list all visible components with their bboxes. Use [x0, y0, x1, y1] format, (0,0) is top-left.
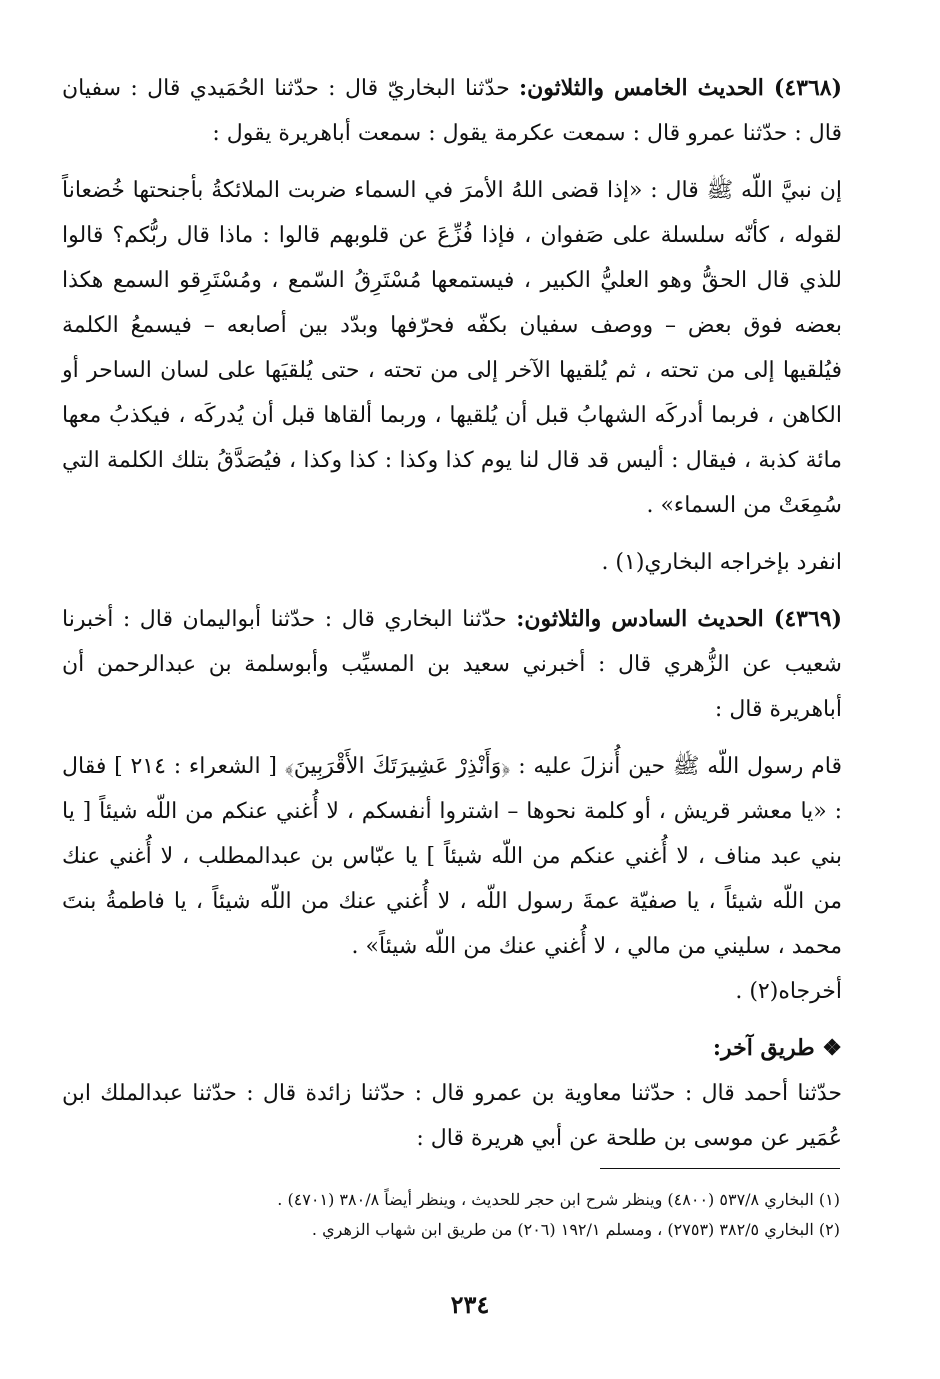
footnote-1: (١) البخاري ٥٣٧/٨ (٤٨٠٠) وينظر شرح ابن حجر للحديث ، وينظر أيضاً ٣٨٠/٨ (٤٧٠١) . — [277, 1190, 840, 1209]
hadith-number-title: (٤٣٦٨) الحديث الخامس والثلاثون: — [519, 75, 842, 101]
section-heading-other-route: ❖ طريق آخر: — [712, 1035, 842, 1061]
footnote-2: (٢) البخاري ٣٨٢/٥ (٢٧٥٣) ، ومسلم ١٩٢/١ (٢٠٦) من طريق ابن شهاب الزهري . — [311, 1220, 840, 1239]
hadith-4369-body: قام رسول اللّه ﷺ حين أُنزلَ عليه : ﴿وَأَنْذِرْ عَشِيرَتَكَ الأَقْرَبِينَ﴾ [ الشعراء : ٢١٤ ] فقال : «يا معشر قريش ، أو كلمة نحوها – اشتروا أنفسكم ، لا أُغني عنكم من اللّه شيئاً [ يا بني عبد مناف ، لا أُغني عنكم من اللّه شيئاً ] يا عبّاس بن عبدالمطلب ، لا أُغني عنك من اللّه شيئاً ، يا صفيّة عمةَ رسول اللّه ، لا أُغني عنك من اللّه شيئاً ، يا فاطمةُ بنتَ محمد ، سليني من مالي ، لا أُغني عنك من اللّه شيئاً» . — [62, 754, 842, 959]
footnote-divider — [600, 1168, 840, 1169]
hadith-4368-note: انفرد بإخراجه البخاري(١) . — [601, 550, 842, 575]
hadith-number-title: (٤٣٦٩) الحديث السادس والثلاثون: — [516, 606, 842, 632]
other-route-isnad: حدّثنا أحمد قال : حدّثنا معاوية بن عمرو قال : حدّثنا زائدة قال : حدّثنا عبدالملك ابن عُمَير عن موسى بن طلحة عن أبي هريرة قال : — [62, 1081, 842, 1151]
isnad-text: حدّثنا البخاريّ قال : حدّثنا الحُمَيدي قال : سفيان قال : حدّثنا عمرو قال : سمعت عكرمة يقول : سمعت أباهريرة يقول : — [62, 76, 842, 146]
footnotes — [110, 1185, 840, 1245]
hadith-4368-body: إن نبيَّ اللّه ﷺ قال : «إذا قضى اللهُ الأمرَ في السماء ضربت الملائكةُ بأجنحتها خُضعاناً لقوله ، كأنّه سلسلة على صَفوان ، فإذا فُزِّعَ عن قلوبهم قالوا : ماذا قال ربُّكم؟ قالوا للذي قال الحقُّ وهو العليُّ الكبير ، فيستمعها مُسْتَرِقُ السّمع ، ومُسْتَرِقو السمع هكذا بعضه فوق بعض – ووصف سفيان بكفّه فحرّفها وبدّد بين أصابعه – فيسمعُ الكلمة فيُلقيها إلى من تحته ، ثم يُلقيها الآخر إلى من تحته ، حتى يُلقيَها على لسان الساحر أو الكاهن ، فربما أدركَه الشهابُ قبل أن يُلقيها ، وربما ألقاها قبل أن يُدركَه ، فيكذبُ معها مائة كذبة ، فيقال : أليس قد قال لنا يوم كذا وكذا : كذا وكذا ، فيُصَدَّقُ بتلك الكلمة التي سُمِعَتْ من السماء» . — [62, 178, 842, 518]
isnad-text: حدّثنا البخاري قال : حدّثنا أبواليمان قال : أخبرنا شعيب عن الزُّهري قال : أخبرني سعيد بن المسيِّب وأبوسلمة بن عبدالرحمن أن أباهريرة قال : — [62, 607, 842, 722]
main-text — [62, 66, 842, 1161]
hadith-4369-note: أخرجاه(٢) . — [735, 979, 842, 1004]
hadith-4369-heading — [62, 597, 842, 732]
page-number: ٢٣٤ — [450, 1290, 490, 1319]
hadith-4368-heading — [62, 66, 842, 156]
